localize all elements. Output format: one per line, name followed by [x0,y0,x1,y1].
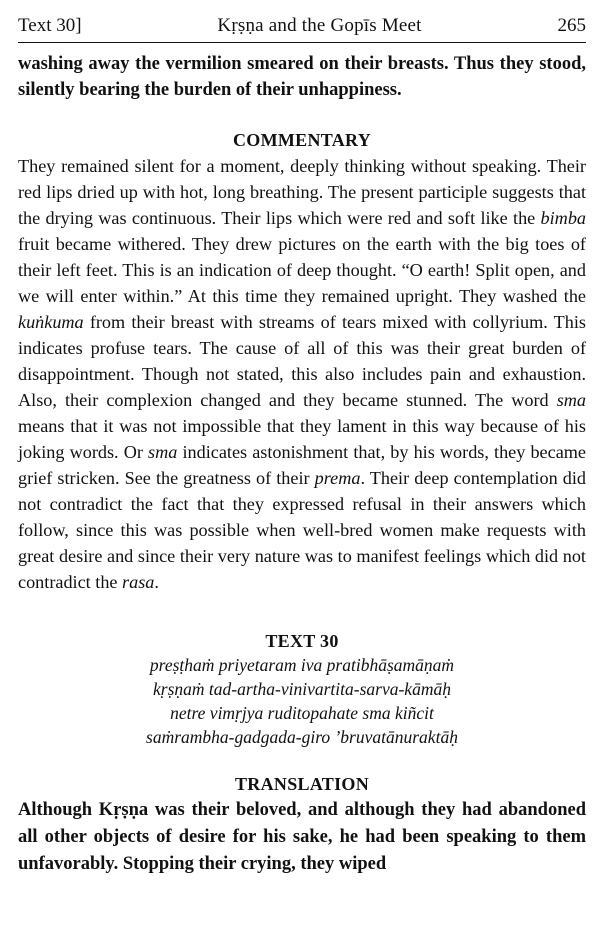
commentary-text-run: indicates astonishment that, by his words, they became grief stricken. See the greatness of their [18,442,586,488]
commentary-term: rasa [122,572,155,592]
verse-line: netre vimṛjya ruditopahate sma kiñcit [170,703,434,723]
intro-paragraph: washing away the vermilion smeared on their breasts. Thus they stood, silently bearing the burden of their unhappiness. [18,54,586,100]
commentary-text-run: fruit became withered. They drew pictures on the earth with the big toes of their left feet. This is an indication of deep thought. “O earth! Split open, and we will enter within.” At this time they remained upright. They washed the [18,234,586,306]
translation-heading: TRANSLATION [235,774,369,794]
commentary-text-run: means that it was not impossible that they lament in this way because of his joking words. Or [18,416,586,462]
commentary-term: sma [556,390,586,410]
header-title: Kṛṣṇa and the Gopīs Meet [217,15,422,36]
book-page [18,14,586,878]
translation-paragraph: Although Kṛṣṇa was their beloved, and although they had abandoned all other objects of desire for his sake, he had been speaking to them unfavorably. Stopping their crying, they wiped [18,800,586,874]
header-section: Text 30] [18,15,82,36]
sanskrit-verse [18,653,586,749]
verse-line: saṁrambha-gadgada-giro ’bruvatānuraktāḥ [146,727,458,747]
commentary-heading: COMMENTARY [232,130,372,150]
commentary-term: sma [148,442,178,462]
verse-line: kṛṣṇaṁ tad-artha-vinivartita-sarva-kāmāḥ [153,679,451,699]
commentary-text-run: They remained silent for a moment, deeply thinking without speaking. Their red lips dried up with hot, long breathing. The present participle suggests that the drying was continuous. Their lips which were red and soft like the [18,156,586,228]
commentary-paragraph [18,153,586,595]
commentary-term: bimba [540,208,586,228]
commentary-term: kuṅkuma [18,312,84,332]
page-number: 265 [557,15,586,36]
verse-line: preṣṭhaṁ priyetaram iva pratibhāṣamāṇaṁ [149,655,455,675]
text-heading: TEXT 30 [265,631,339,651]
running-header [18,14,586,43]
commentary-term: prema [314,468,361,488]
commentary-text-run: from their breast with streams of tears mixed with collyrium. This indicates profuse tears. The cause of all of this was their great burden of disappointment. Though not stated, this also includes pain and exhaustion. Also, their complexion changed and they became stunned. The word [18,312,586,410]
commentary-text-run: . [154,572,159,592]
commentary-text-run: . Their deep contemplation did not contradict the fact that they expressed refusal in their answers which follow, since this was possible when well-bred women make requests with great desire and since their very nature was to manifest feelings which did not contradict the [18,468,586,592]
